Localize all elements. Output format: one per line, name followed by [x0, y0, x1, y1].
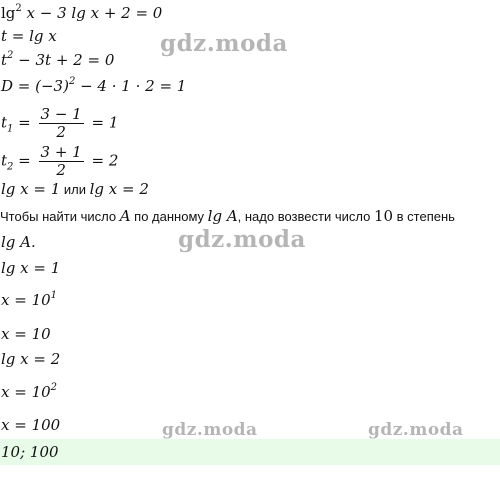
fraction-t2: $\frac{3 + 1}{2}$ — [40, 143, 82, 179]
watermark: gdz.moda — [368, 420, 464, 440]
back-substitution-line: lg x = 1 или lg x = 2 — [1, 180, 149, 198]
watermark: gdz.moda — [178, 226, 306, 253]
watermark: gdz.moda — [160, 30, 288, 57]
case-one-power: $x = 10^1$ — [1, 290, 58, 309]
substitution-line: t = lg x — [1, 27, 57, 45]
case-two-power: $x = 10^2$ — [1, 382, 58, 401]
case-two-result: x = 100 — [1, 416, 61, 434]
rule-text: Чтобы найти число A по данному lg A, надо возвести число 10 в степень — [0, 207, 455, 225]
case-one-result: x = 10 — [1, 325, 51, 343]
final-answer: 10; 100 — [1, 443, 59, 461]
root-t2: $t_2$ = $\frac{3 + 1}{2}$ = 2 — [1, 143, 119, 179]
watermark: gdz.moda — [162, 420, 258, 440]
equation-log-quadratic: $\lg^2 x - 3$ lg x + 2 = 0 — [1, 3, 163, 22]
fraction-t1: $\frac{3 - 1}{2}$ — [40, 105, 82, 141]
rule-text-continuation: lg A. — [1, 233, 36, 251]
case-two-equation: lg x = 2 — [1, 350, 61, 368]
discriminant-line: $D = (-3)^2 - 4 \cdot 1 \cdot 2 = 1$ — [1, 76, 187, 95]
answer-highlight — [0, 439, 500, 465]
case-one-equation: lg x = 1 — [1, 259, 61, 277]
equation-quadratic-t: $t^2 - 3t + 2 = 0$ — [1, 50, 115, 69]
root-t1: $t_1$ = $\frac{3 - 1}{2}$ = 1 — [1, 105, 119, 141]
